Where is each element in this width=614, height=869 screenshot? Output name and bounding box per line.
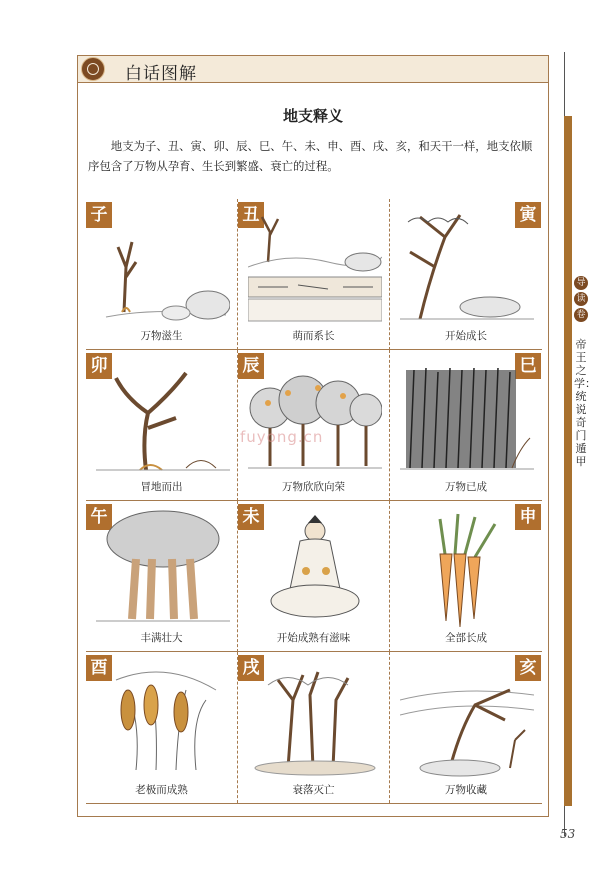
cell-you <box>86 652 238 803</box>
cell-wei <box>238 501 390 652</box>
bare-tree-rocks-icon <box>96 207 230 325</box>
wind-bent-tree-icon <box>400 660 534 778</box>
section-title: 白话图解 <box>125 64 197 84</box>
branch-badge: 午 <box>86 504 112 530</box>
page-number: 53 <box>560 827 576 841</box>
leaning-tree-icon <box>400 207 534 325</box>
sidebar-chapter-title: 帝王之学：统说奇门遁甲 <box>574 338 596 468</box>
cell-xu <box>238 652 390 803</box>
branch-caption: 万物滋生 <box>140 330 183 342</box>
branch-badge: 巳 <box>515 353 541 379</box>
branch-caption: 万物收藏 <box>445 784 487 796</box>
branch-caption: 萌而系长 <box>292 330 335 342</box>
cell-wu <box>86 501 238 652</box>
branch-badge: 亥 <box>515 655 541 681</box>
seated-figure-icon <box>248 509 382 627</box>
branches-grid <box>86 199 542 803</box>
side-bar <box>564 116 572 806</box>
grain-ears-icon <box>96 660 230 778</box>
cell-si <box>390 350 542 501</box>
grove-icon <box>248 358 382 476</box>
page-title: 地支释义 <box>282 107 343 125</box>
branch-badge: 卯 <box>86 353 112 379</box>
gnarled-tree-icon <box>96 358 230 476</box>
cell-yin <box>390 199 542 350</box>
section-header <box>78 56 548 83</box>
cell-zi <box>86 199 238 350</box>
cell-chou <box>238 199 390 350</box>
watermark: fuyong.cn <box>240 428 324 446</box>
branch-badge: 未 <box>238 504 264 530</box>
section-logo-icon <box>81 57 105 81</box>
branch-caption: 开始成熟有滋味 <box>276 632 351 644</box>
tree-canopy-icon <box>96 509 230 627</box>
tall-grass-icon <box>400 358 534 476</box>
cell-chen <box>238 350 390 501</box>
branch-badge: 寅 <box>515 202 541 228</box>
carrots-icon <box>400 509 534 627</box>
branch-caption: 万物已成 <box>445 481 487 493</box>
branch-badge: 丑 <box>238 202 264 228</box>
cell-mao <box>86 350 238 501</box>
branch-caption: 冒地而出 <box>140 481 183 493</box>
branch-badge: 子 <box>86 202 112 228</box>
tree-soil-layers-icon <box>248 207 382 325</box>
branch-badge: 申 <box>515 504 541 530</box>
side-medallion-juan: 卷 <box>574 308 588 322</box>
intro-paragraph <box>88 136 538 176</box>
cell-hai <box>390 652 542 803</box>
withered-trees-icon <box>248 660 382 778</box>
cell-shen <box>390 501 542 652</box>
branch-caption: 老极而成熟 <box>135 784 188 796</box>
intro-text: 地支为子、丑、寅、卯、辰、巳、午、未、申、酉、戌、亥，和天干一样，地支依顺序包含了万物从孕育、生长到繁盛、衰亡的过程。 <box>88 139 533 173</box>
branch-badge: 辰 <box>238 353 264 379</box>
branch-caption: 开始成长 <box>445 330 487 342</box>
side-medallion-du: 读 <box>574 292 588 306</box>
branch-caption: 万物欣欣向荣 <box>282 481 345 493</box>
bottom-divider <box>86 803 542 804</box>
side-medallion-dao: 导 <box>574 276 588 290</box>
branch-caption: 衰落灭亡 <box>292 784 335 796</box>
branch-badge: 戌 <box>238 655 264 681</box>
branch-caption: 全部长成 <box>445 632 487 644</box>
branch-caption: 丰满壮大 <box>140 632 183 644</box>
branch-badge: 酉 <box>86 655 112 681</box>
